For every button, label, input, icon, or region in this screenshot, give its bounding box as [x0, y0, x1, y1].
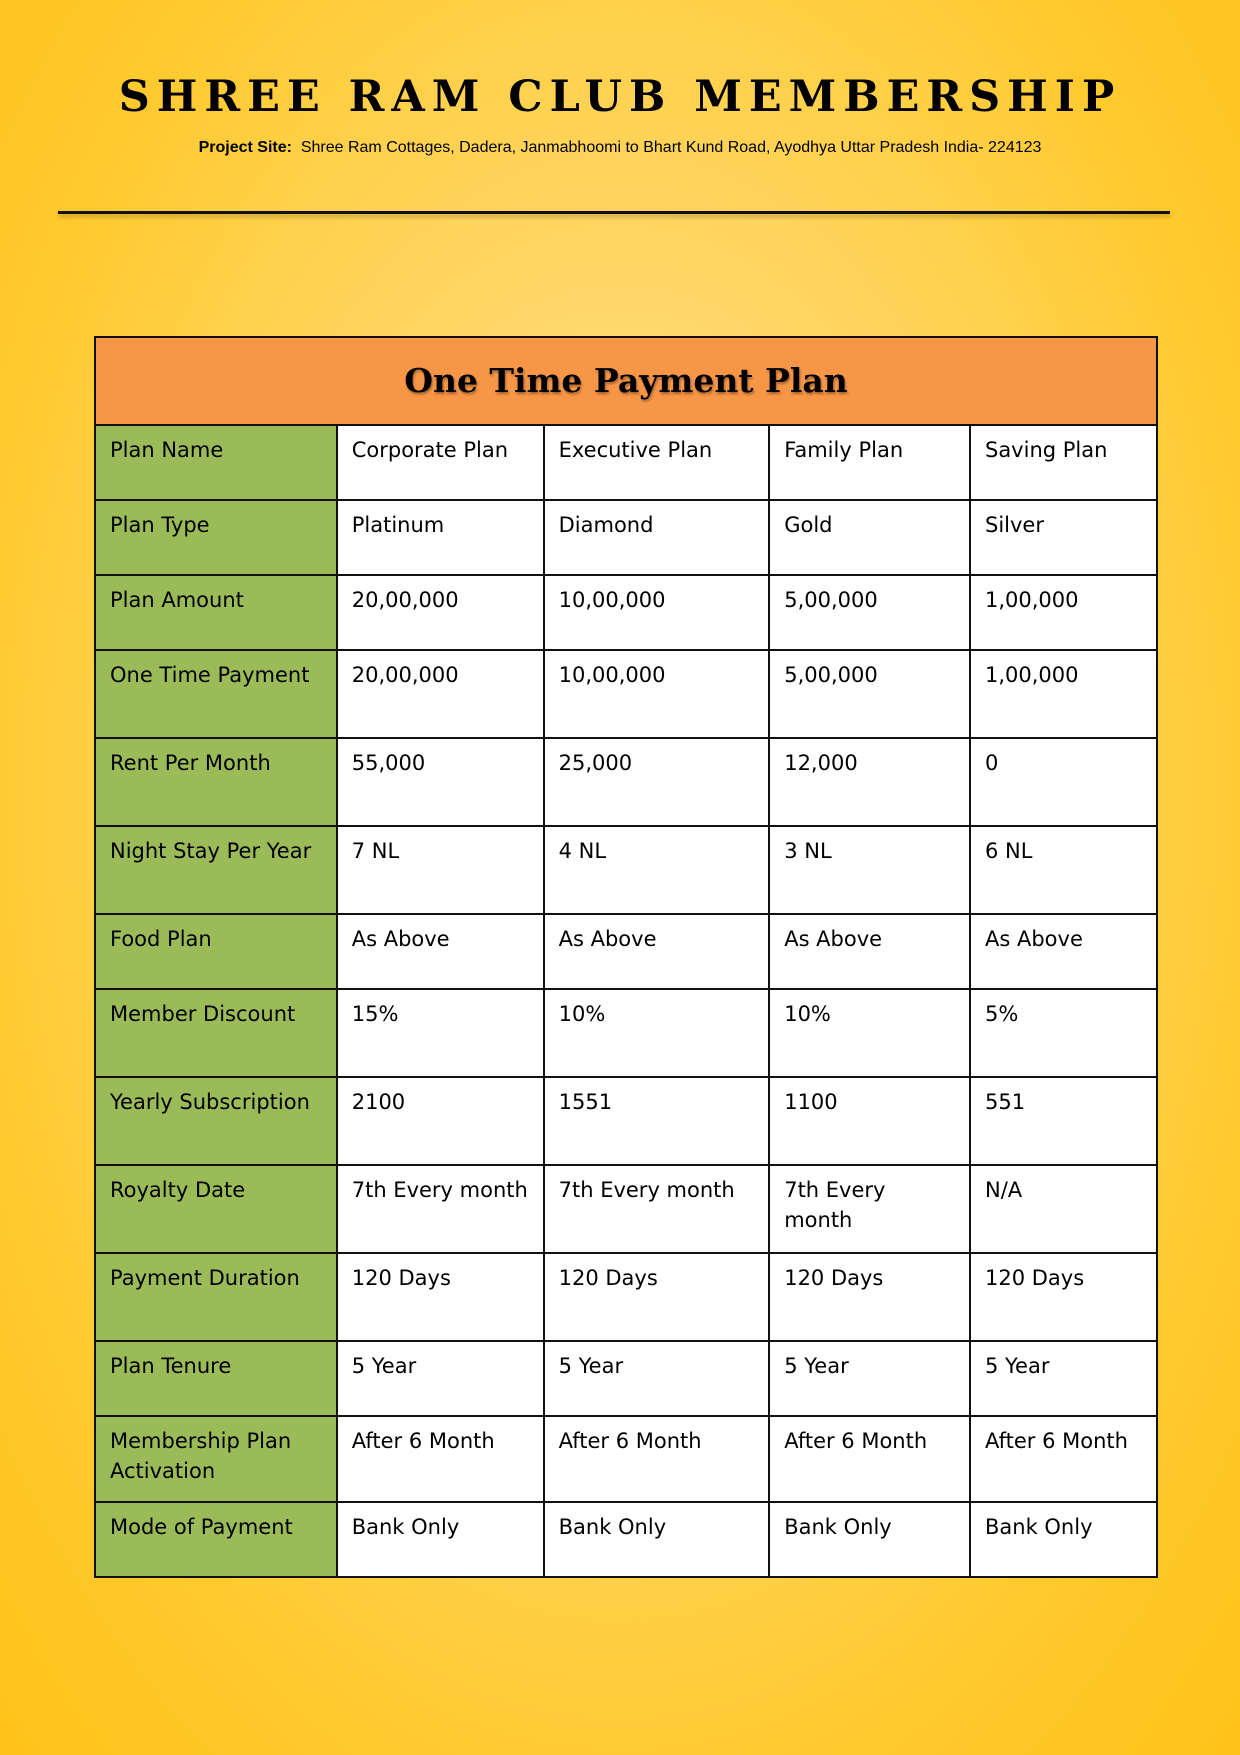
- table-cell: 1,00,000: [970, 575, 1157, 650]
- table-cell: 7th Every month: [544, 1165, 770, 1253]
- table-row: [95, 1341, 1157, 1416]
- project-site-label: Project Site:: [198, 139, 292, 156]
- table-cell: 7th Every month: [769, 1165, 970, 1253]
- page-title: SHREE RAM CLUB MEMBERSHIP: [118, 72, 1122, 122]
- table-cell: 5 Year: [337, 1341, 544, 1416]
- table-cell: 5%: [970, 989, 1157, 1077]
- table-row: [95, 1253, 1157, 1341]
- table-cell: 7th Every month: [337, 1165, 544, 1253]
- row-label: One Time Payment: [95, 650, 337, 738]
- table-cell: 1,00,000: [970, 650, 1157, 738]
- table-cell: As Above: [544, 914, 770, 989]
- table-cell: 55,000: [337, 738, 544, 826]
- table-cell: Bank Only: [337, 1502, 544, 1577]
- table-cell: 5,00,000: [769, 650, 970, 738]
- table-cell: 7 NL: [337, 826, 544, 914]
- table-cell: After 6 Month: [544, 1416, 770, 1502]
- table-cell: As Above: [337, 914, 544, 989]
- table-row: [95, 500, 1157, 575]
- table-row: [95, 989, 1157, 1077]
- table-cell: As Above: [970, 914, 1157, 989]
- row-label: Plan Tenure: [95, 1341, 337, 1416]
- table-cell: Saving Plan: [970, 425, 1157, 500]
- row-label: Mode of Payment: [95, 1502, 337, 1577]
- table-row: [95, 425, 1157, 500]
- table-cell: Diamond: [544, 500, 770, 575]
- table-row: [95, 1416, 1157, 1502]
- table-cell: 4 NL: [544, 826, 770, 914]
- table-cell: 3 NL: [769, 826, 970, 914]
- table-cell: 10%: [769, 989, 970, 1077]
- table-row: [95, 650, 1157, 738]
- table-cell: 0: [970, 738, 1157, 826]
- row-label: Membership Plan Activation: [95, 1416, 337, 1502]
- row-label: Plan Type: [95, 500, 337, 575]
- table-cell: 2100: [337, 1077, 544, 1165]
- row-label: Night Stay Per Year: [95, 826, 337, 914]
- table-cell: 25,000: [544, 738, 770, 826]
- table-cell: 1100: [769, 1077, 970, 1165]
- table-cell: 15%: [337, 989, 544, 1077]
- table-row: [95, 1077, 1157, 1165]
- table-cell: 20,00,000: [337, 650, 544, 738]
- table-cell: Bank Only: [544, 1502, 770, 1577]
- table-cell: 5,00,000: [769, 575, 970, 650]
- table-cell: After 6 Month: [970, 1416, 1157, 1502]
- table-cell: After 6 Month: [337, 1416, 544, 1502]
- table-cell: Executive Plan: [544, 425, 770, 500]
- table-cell: 120 Days: [544, 1253, 770, 1341]
- payment-plan-table: [94, 336, 1158, 1578]
- table-cell: N/A: [970, 1165, 1157, 1253]
- table-cell: 5 Year: [544, 1341, 770, 1416]
- table-row: [95, 914, 1157, 989]
- row-label: Member Discount: [95, 989, 337, 1077]
- table-cell: Family Plan: [769, 425, 970, 500]
- table-row: [95, 1165, 1157, 1253]
- table-cell: 10,00,000: [544, 575, 770, 650]
- table-cell: Corporate Plan: [337, 425, 544, 500]
- table-cell: As Above: [769, 914, 970, 989]
- table-cell: Gold: [769, 500, 970, 575]
- table-cell: 551: [970, 1077, 1157, 1165]
- table-cell: 120 Days: [337, 1253, 544, 1341]
- table-cell: 120 Days: [970, 1253, 1157, 1341]
- table-row: [95, 1502, 1157, 1577]
- row-label: Plan Amount: [95, 575, 337, 650]
- table-cell: 12,000: [769, 738, 970, 826]
- table-cell: 10,00,000: [544, 650, 770, 738]
- project-site: [0, 139, 1240, 157]
- table-cell: 5 Year: [970, 1341, 1157, 1416]
- row-label: Yearly Subscription: [95, 1077, 337, 1165]
- project-site-value: Shree Ram Cottages, Dadera, Janmabhoomi to Bhart Kund Road, Ayodhya Uttar Pradesh India- 224123: [300, 139, 1042, 156]
- table-row: [95, 575, 1157, 650]
- table-cell: Bank Only: [970, 1502, 1157, 1577]
- table-title: One Time Payment Plan: [95, 337, 1157, 425]
- header-divider: [58, 211, 1170, 214]
- table-cell: After 6 Month: [769, 1416, 970, 1502]
- table-cell: 1551: [544, 1077, 770, 1165]
- table-cell: 10%: [544, 989, 770, 1077]
- table-cell: Bank Only: [769, 1502, 970, 1577]
- table-row: [95, 738, 1157, 826]
- table-cell: 5 Year: [769, 1341, 970, 1416]
- table-cell: 20,00,000: [337, 575, 544, 650]
- table-cell: Silver: [970, 500, 1157, 575]
- table-cell: Platinum: [337, 500, 544, 575]
- row-label: Rent Per Month: [95, 738, 337, 826]
- table-cell: 120 Days: [769, 1253, 970, 1341]
- row-label: Plan Name: [95, 425, 337, 500]
- table-cell: 6 NL: [970, 826, 1157, 914]
- row-label: Payment Duration: [95, 1253, 337, 1341]
- table-row: [95, 826, 1157, 914]
- row-label: Food Plan: [95, 914, 337, 989]
- row-label: Royalty Date: [95, 1165, 337, 1253]
